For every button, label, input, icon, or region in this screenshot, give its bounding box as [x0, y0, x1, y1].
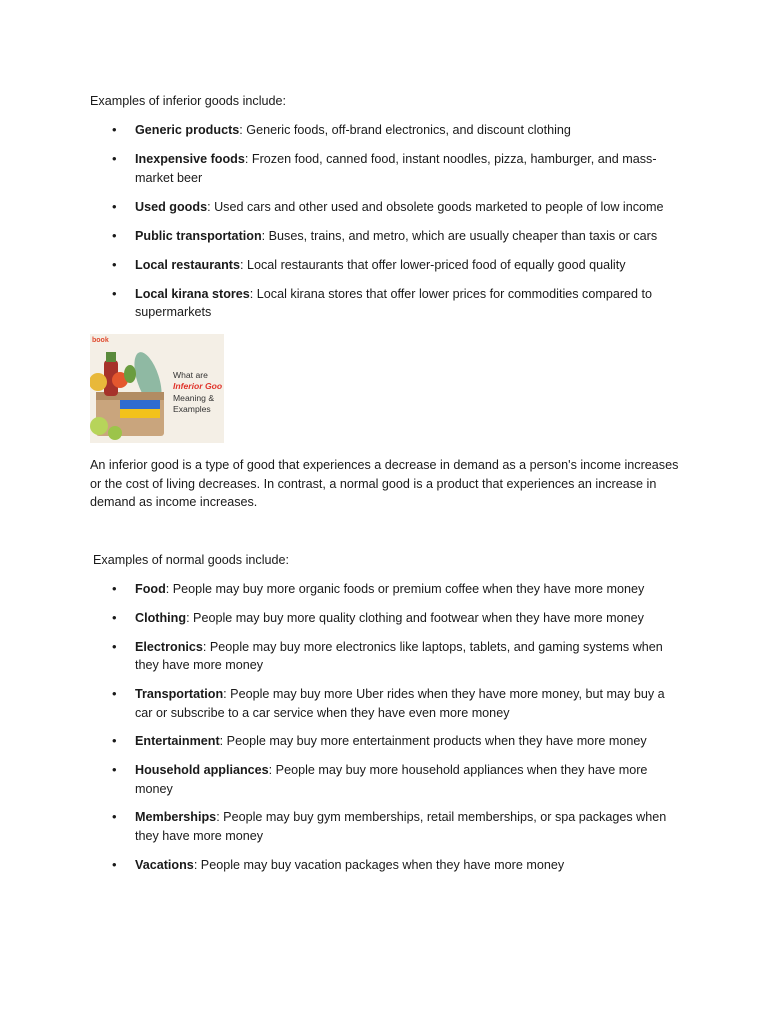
list-item: [90, 150, 680, 187]
list-item: [90, 198, 680, 217]
list-item-term: Household appliances: [135, 763, 269, 778]
thumbnail-brand: book: [92, 337, 109, 344]
list-item-term: Food: [135, 582, 166, 596]
list-item-term: Local kirana stores: [135, 286, 250, 301]
list-item-term: Generic products: [135, 123, 240, 137]
list-item-text: : Used cars and other used and obsolete goods marketed to people of low income: [207, 199, 664, 214]
definition-paragraph: An inferior good is a type of good that experiences a decrease in demand as a person's income increases or the cost of living decreases. In contrast, a normal good is a product that experiences an increase in demand as income increases.: [90, 458, 679, 510]
list-item-text: : People may buy vacation packages when they have more money: [193, 857, 565, 872]
list-item-text: : Frozen food, canned food, instant noodles, pizza, hamburger, and mass-market beer: [135, 151, 657, 185]
inferior-goods-intro: Examples of inferior goods include:: [90, 94, 287, 108]
list-item-text: : People may buy more organic foods or premium coffee when they have more money: [165, 582, 645, 596]
inferior-goods-list: [90, 121, 680, 332]
list-item-text: : People may buy more Uber rides when they have more money, but may buy a car or subscribe to a car service when they have even more money: [135, 686, 665, 720]
list-item-text: : Generic foods, off-brand electronics, and discount clothing: [239, 123, 571, 137]
list-item-term: Local restaurants: [135, 257, 240, 272]
list-item: [90, 856, 680, 875]
list-item-text: : Local restaurants that offer lower-priced food of equally good quality: [240, 257, 626, 272]
list-item-term: Entertainment: [135, 734, 220, 749]
inferior-goods-thumbnail: [90, 334, 224, 443]
list-item: [90, 638, 680, 675]
list-item: [90, 761, 680, 798]
list-item: [90, 285, 680, 322]
list-item-text: : Buses, trains, and metro, which are usually cheaper than taxis or cars: [261, 228, 658, 243]
list-item: [90, 580, 680, 599]
list-item: [90, 121, 680, 140]
normal-goods-list: [90, 580, 680, 885]
list-item-term: Electronics: [135, 639, 203, 654]
thumbnail-title-line: Examples: [173, 404, 211, 414]
thumbnail-title-line: Meaning &: [173, 393, 215, 403]
list-item: [90, 227, 680, 246]
normal-goods-intro: Examples of normal goods include:: [93, 553, 290, 567]
list-item-text: : People may buy more entertainment products when they have more money: [219, 734, 647, 749]
list-item-text: : People may buy more quality clothing and footwear when they have more money: [186, 610, 644, 625]
list-item: [90, 808, 680, 845]
list-item-term: Clothing: [135, 610, 187, 625]
list-item-text: : People may buy more electronics like laptops, tablets, and gaming systems when they have more money: [135, 639, 663, 673]
list-item-term: Vacations: [135, 857, 194, 872]
list-item-term: Inexpensive foods: [135, 151, 245, 166]
list-item-term: Memberships: [135, 810, 217, 825]
list-item: [90, 685, 680, 722]
list-item-term: Transportation: [135, 686, 224, 701]
list-item: [90, 256, 680, 275]
list-item-text: : People may buy gym memberships, retail memberships, or spa packages when they have more money: [135, 810, 667, 844]
list-item-term: Public transportation: [135, 228, 262, 243]
thumbnail-title-line: Inferior Goo: [173, 381, 223, 391]
list-item-text: : People may buy more household appliances when they have more money: [135, 763, 648, 796]
list-item-term: Used goods: [135, 199, 208, 214]
list-item: [90, 609, 680, 628]
list-item: [90, 732, 680, 751]
thumbnail-title-line: What are: [173, 370, 208, 380]
list-item-text: : Local kirana stores that offer lower prices for commodities compared to supermarkets: [135, 286, 653, 320]
